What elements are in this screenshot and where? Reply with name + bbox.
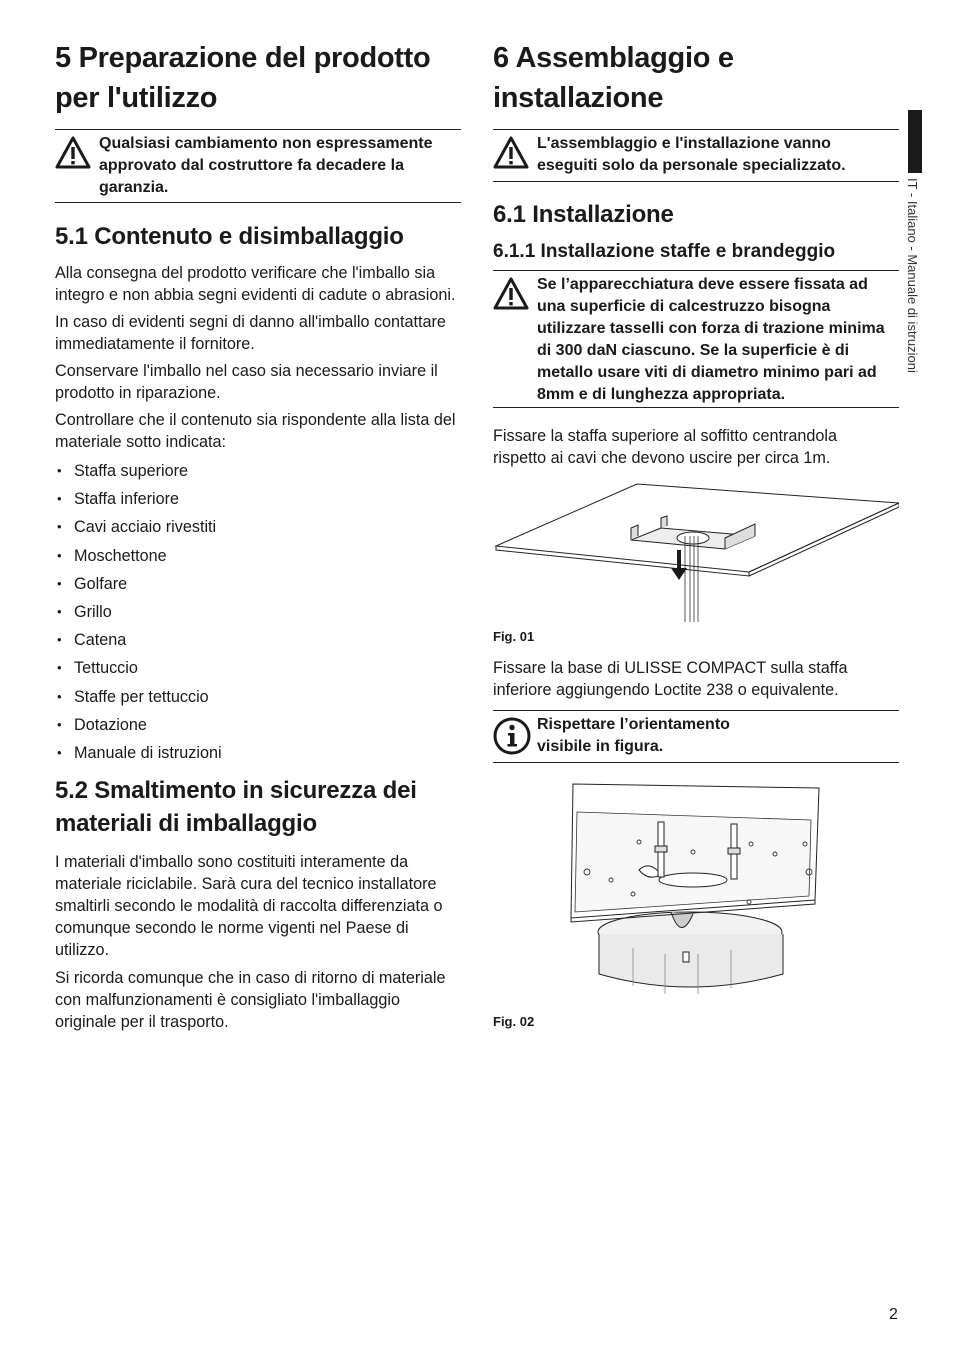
figure-02-base-assembly	[493, 782, 899, 1012]
list-item: • Dotazione	[55, 714, 461, 742]
paragraph: Fissare la staffa superiore al soffitto centrandola rispetto ai cavi che devono uscire per circa 1m.	[493, 427, 838, 467]
warning-triangle-icon	[55, 133, 99, 175]
warning-box-anchors	[493, 270, 899, 408]
section-6-1-1-title: 6.1.1 Installazione staffe e brandeggio	[493, 241, 836, 262]
list-item: • Tettuccio	[55, 657, 461, 685]
section-6-1-title: 6.1 Installazione	[493, 201, 674, 228]
paragraph: Controllare che il contenuto sia rispondente alla lista del materiale sotto indicata:	[55, 411, 456, 451]
paragraph: I materiali d'imballo sono costituiti interamente da materiale riciclabile. Sarà cura del tecnico installatore smaltirli secondo le modalità di raccolta differenziata o comunque secondo le norme vigenti nel Paese di utilizzo.	[55, 853, 443, 960]
info-box-orientation	[493, 710, 899, 763]
warning-box-warranty	[55, 129, 461, 203]
list-item: • Moschettone	[55, 545, 461, 573]
figure-02-caption: Fig. 02	[493, 1014, 535, 1029]
list-item: • Grillo	[55, 601, 461, 629]
contents-list	[55, 460, 461, 770]
warning-triangle-icon	[493, 133, 537, 175]
right-column	[493, 38, 899, 1030]
figure-01-caption: Fig. 01	[493, 629, 535, 644]
section-5-1-title: 5.1 Contenuto e disimballaggio	[55, 223, 404, 250]
list-item: • Golfare	[55, 573, 461, 601]
paragraph: Si ricorda comunque che in caso di ritorno di materiale con malfunzionamenti è consigliato l'imballaggio originale per il trasporto.	[55, 969, 446, 1032]
warning-triangle-icon	[493, 274, 537, 316]
section-5-title: 5 Preparazione del prodotto per l'utilizzo	[55, 42, 431, 114]
side-language-label: IT - Italiano - Manuale di istruzioni	[905, 178, 920, 373]
info-text: Rispettare l’orientamento visibile in figura.	[537, 716, 730, 755]
figure-01-ceiling-bracket	[493, 478, 899, 624]
section-5-2-title: 5.2 Smaltimento in sicurezza dei materiali di imballaggio	[55, 777, 417, 838]
list-item: • Cavi acciaio rivestiti	[55, 516, 461, 544]
warning-text: Se l’apparecchiatura deve essere fissata ad una superficie di calcestruzzo bisogna utilizzare tasselli con forza di trazione minima di 300 daN ciascuno. Se la superficie è di metallo usare viti di diametro minimo pari ad 8mm e di lunghezza appropriata.	[537, 276, 885, 403]
warning-text: Qualsiasi cambiamento non espressamente approvato dal costruttore fa decadere la garanzia.	[99, 135, 433, 196]
list-item: • Staffe per tettuccio	[55, 686, 461, 714]
page-number: 2	[889, 1306, 898, 1323]
left-column	[55, 38, 461, 1033]
warning-text: L'assemblaggio e l'installazione vanno eseguiti solo da personale specializzato.	[537, 135, 846, 174]
list-item: • Staffa inferiore	[55, 488, 461, 516]
language-tab-marker	[908, 110, 922, 173]
paragraph: In caso di evidenti segni di danno all'imballo contattare immediatamente il fornitore.	[55, 313, 446, 353]
list-item: • Staffa superiore	[55, 460, 461, 488]
list-item: • Manuale di istruzioni	[55, 742, 461, 770]
info-circle-icon	[493, 714, 537, 760]
paragraph: Conservare l'imballo nel caso sia necessario inviare il prodotto in riparazione.	[55, 362, 438, 402]
section-6-title: 6 Assemblaggio e installazione	[493, 42, 734, 114]
paragraph: Fissare la base di ULISSE COMPACT sulla staffa inferiore aggiungendo Loctite 238 o equivalente.	[493, 659, 848, 699]
warning-box-specialist	[493, 129, 899, 182]
list-item: • Catena	[55, 629, 461, 657]
paragraph: Alla consegna del prodotto verificare che l'imballo sia integro e non abbia segni evidenti di cadute o abrasioni.	[55, 264, 456, 304]
